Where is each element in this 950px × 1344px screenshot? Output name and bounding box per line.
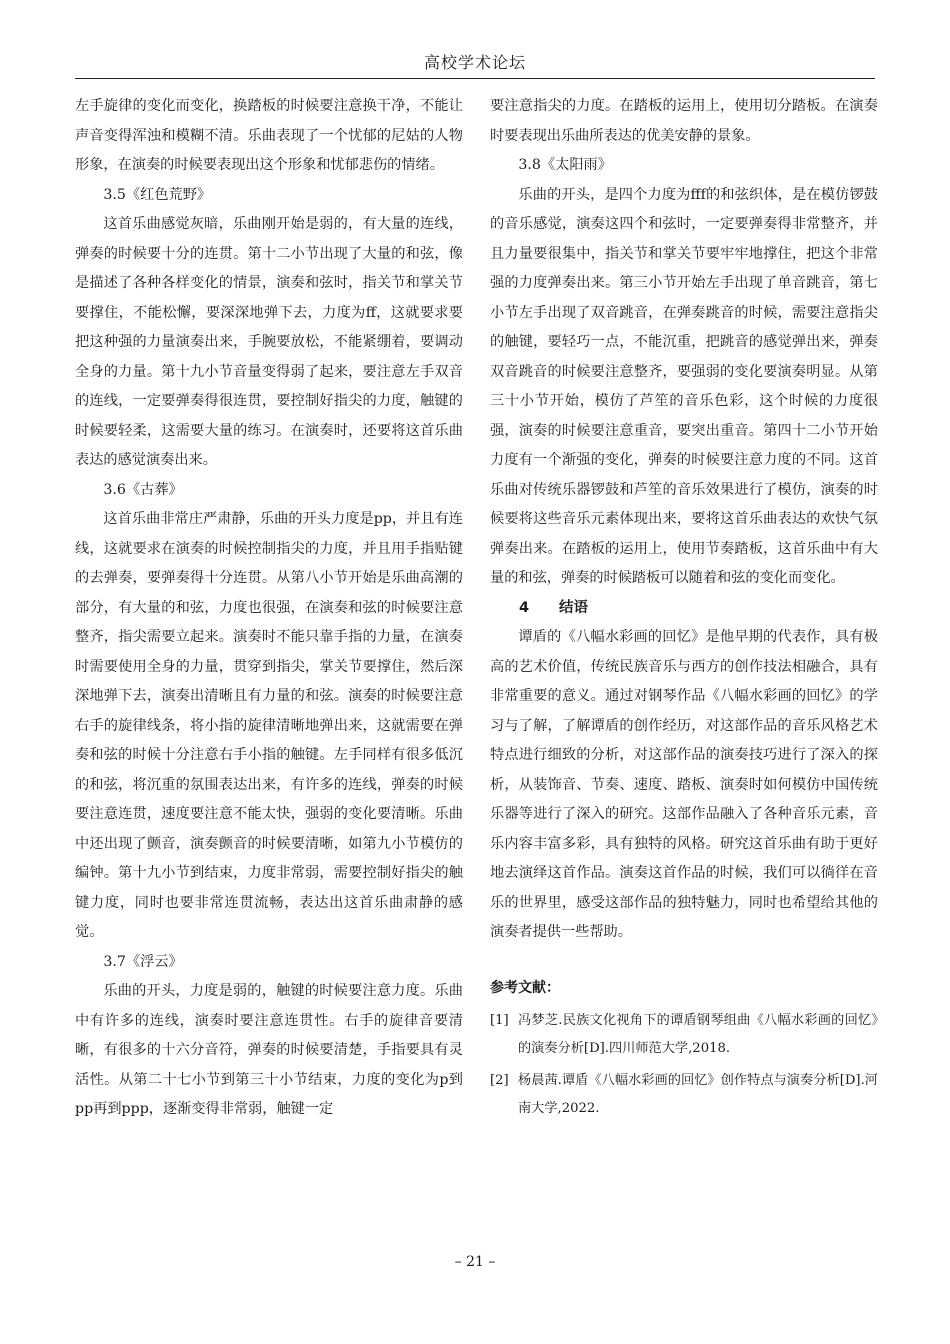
left-column [75,92,463,1125]
paragraph-3-5: 这首乐曲感觉灰暗，乐曲刚开始是弱的，有大量的连线，弹奏的时候要十分的连贯。第十二小节出现了大量的和弦，像是描述了各种各样变化的情景，演奏和弦时，指关节和掌关节要撑住，不能松懈，要深深地弹下去，力度为ff，这就要求要把这种强的力量演奏出来，手腕要放松，不能紧绷着，要调动全身的力量。第十九小节音量变得弱了起来，要注意左手双音的连线，一定要弹奏得很连贯，要控制好指尖的力度，触键的时候要轻柔，这需要大量的练习。在演奏时，还要将这首乐曲表达的感觉演奏出来。 [75,216,463,468]
reference-text: 杨晨茜.谭盾《八幅水彩画的回忆》创作特点与演奏分析[D].河南大学,2022. [518,1073,878,1116]
section-title: 结语 [559,599,588,616]
paragraph-3-6: 这首乐曲非常庄严肃静，乐曲的开头力度是pp，并且有连线，这就要求在演奏的时候控制指尖的力度，并且用手指贴键的去弹奏，要弹奏得十分连贯。从第八小节开始是乐曲高潮的部分，有大量的和弦，力度也很强，在演奏和弦的时候要注意整齐，指尖需要立起来。演奏时不能只靠手指的力量，在演奏时需要使用全身的力量，贯穿到指尖，掌关节要撑住，然后深深地弹下去，演奏出清晰且有力量的和弦。演奏的时候要注意右手的旋律线条，将小指的旋律清晰地弹出来，这就需要在弹奏和弦的时候十分注意右手小指的触键。左手同样有很多低沉的和弦，将沉重的氛围表达出来，有许多的连线，弹奏的时候要注意连贯，速度要注意不能太快，强弱的变化要清晰。乐曲中还出现了颤音，演奏颤音的时候要清晰，如第九小节模仿的编钟。第十九小节到结束，力度非常弱，需要控制好指尖的触键力度，同时也要非常连贯流畅，表达出这首乐曲肃静的感觉。 [75,511,463,940]
right-column [490,92,878,1123]
reference-text: 冯梦芝.民族文化视角下的谭盾钢琴组曲《八幅水彩画的回忆》的演奏分析[D].四川师范大学,2018. [518,1013,878,1056]
subsection-heading-3-6: 3.6《古葬》 [103,481,183,498]
subsection-heading-3-8: 3.8《太阳雨》 [518,157,612,173]
paragraph-continued: 左手旋律的变化而变化，换踏板的时候要注意换干净，不能让声音变得浑浊和模糊不清。乐曲表现了一个忧郁的尼姑的人物形象，在演奏的时候要表现出这个形象和忧郁悲伤的情绪。 [75,98,463,173]
paragraph-3-7-continued: 要注意指尖的力度。在踏板的运用上，使用切分踏板。在演奏时要表现出乐曲所表达的优美安静的景象。 [490,98,878,144]
page-number: – 21 – [454,1254,496,1270]
subsection-heading-3-5: 3.5《红色荒野》 [103,186,212,203]
references-heading: 参考文献： [490,979,560,996]
paragraph-3-7: 乐曲的开头，力度是弱的，触键的时候要注意力度。乐曲中有许多的连线，演奏时要注意连贯性。右手的旋律音要清晰，有很多的十六分音符，弹奏的时候要清楚，手指要具有灵活性。从第二十七小节到第三十小节结束，力度的变化为p到pp再到ppp，逐渐变得非常弱，触键一定 [75,983,463,1117]
reference-number: [2] [490,1073,509,1088]
journal-header-title: 高校学术论坛 [423,53,526,72]
header-rule [75,78,875,79]
paragraph-3-8: 乐曲的开头，是四个力度为fff的和弦织体，是在模仿锣鼓的音乐感觉，演奏这四个和弦时，一定要弹奏得非常整齐，并且力量要很集中，指关节和掌关节要牢牢地撑住，把这个非常强的力度弹奏出来。第三小节开始左手出现了单音跳音，第七小节左手出现了双音跳音，在弹奏跳音的时候，需要注意指尖的触键，要轻巧一点，不能沉重，把跳音的感觉弹出来，弹奏双音跳音的时候要注意整齐，要强弱的变化要演奏明显。从第三十小节开始，模仿了芦笙的音乐色彩，这个时候的力度很强，演奏的时候要注意重音，要突出重音。第四十二小节开始力度有一个渐强的变化，弹奏的时候要注意力度的不同。这首乐曲对传统乐器锣鼓和芦笙的音乐效果进行了模仿，演奏的时候要将这些音乐元素体现出来，要将这首乐曲表达的欢快气氛弹奏出来。在踏板的运用上，使用节奏踏板，这首乐曲中有大量的和弦，弹奏的时候踏板可以随着和弦的变化而变化。 [490,186,878,586]
reference-item [490,1067,878,1123]
section-heading-conclusion [490,594,878,624]
reference-number: [1] [490,1013,509,1028]
section-number: 4 [519,599,530,616]
subsection-heading-3-7: 3.7《浮云》 [103,953,183,970]
paragraph-conclusion: 谭盾的《八幅水彩画的回忆》是他早期的代表作，具有极高的艺术价值，传统民族音乐与西方的创作技法相融合，具有非常重要的意义。通过对钢琴作品《八幅水彩画的回忆》的学习与了解，了解谭盾的创作经历，对这部作品的音乐风格艺术特点进行细致的分析，对这部作品的演奏技巧进行了深入的探析，从装饰音、节奏、速度、踏板、演奏时如何模仿中国传统乐器等进行了深入的研究。这部作品融入了各种音乐元素，音乐内容丰富多彩，具有独特的风格。研究这首乐曲有助于更好地去演绎这首作品。演奏这首作品的时候，我们可以徜徉在音乐的世界里，感受这部作品的独特魅力，同时也希望给其他的演奏者提供一些帮助。 [490,629,878,940]
reference-item [490,1007,878,1063]
